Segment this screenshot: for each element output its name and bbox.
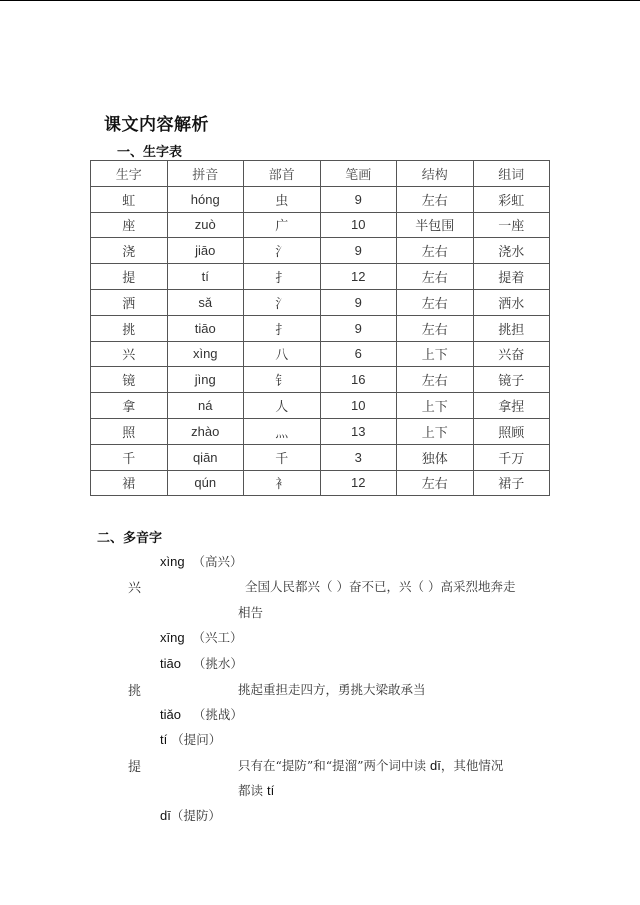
pinyin: xīng [160, 630, 185, 645]
cell-word: 一座 [473, 212, 550, 238]
cell-strokes: 10 [320, 393, 397, 419]
cell-word: 照顾 [473, 418, 550, 444]
cell-character: 挑 [91, 315, 168, 341]
reading-line [160, 628, 243, 646]
example-sentence: 全国人民都兴（ ）奋不已，兴（ ）高采烈地奔走 [245, 579, 516, 594]
example-word: （高兴） [192, 554, 243, 569]
cell-character: 提 [91, 264, 168, 290]
cell-radical: 广 [244, 212, 321, 238]
cell-word: 洒水 [473, 289, 550, 315]
cell-radical: 扌 [244, 264, 321, 290]
column-header: 笔画 [320, 161, 397, 187]
table-row [91, 238, 550, 264]
table-row [91, 444, 550, 470]
cell-strokes: 13 [320, 418, 397, 444]
pinyin: tí [266, 783, 275, 798]
cell-character: 镜 [91, 367, 168, 393]
sentence-text: 只有在“提防”和“提溜”两个词中读 [238, 758, 431, 773]
example-word: （挑水） [192, 656, 243, 671]
cell-word: 提着 [473, 264, 550, 290]
pinyin: tí [160, 732, 168, 747]
table-row [91, 418, 550, 444]
cell-structure: 上下 [397, 341, 474, 367]
table-row [91, 393, 550, 419]
polyphone-character: 提 [128, 760, 142, 775]
cell-structure: 上下 [397, 393, 474, 419]
cell-radical: 千 [244, 444, 321, 470]
reading-line [160, 730, 221, 748]
cell-word: 彩虹 [473, 186, 550, 212]
cell-word: 挑担 [473, 315, 550, 341]
cell-character: 洒 [91, 289, 168, 315]
column-header: 部首 [244, 161, 321, 187]
cell-strokes: 16 [320, 367, 397, 393]
section-heading-polyphones: 二、多音字 [97, 531, 163, 546]
cell-strokes: 9 [320, 289, 397, 315]
document-title: 课文内容解析 [104, 115, 209, 135]
cell-character: 虹 [91, 186, 168, 212]
reading-line [160, 552, 243, 570]
reading-line [160, 654, 243, 672]
pinyin: dī [430, 758, 441, 773]
cell-structure: 左右 [397, 315, 474, 341]
cell-strokes: 9 [320, 238, 397, 264]
column-header: 拼音 [167, 161, 244, 187]
cell-character: 浇 [91, 238, 168, 264]
pinyin: tiǎo [160, 707, 181, 722]
cell-structure: 左右 [397, 367, 474, 393]
cell-structure: 上下 [397, 418, 474, 444]
reading-line [160, 705, 243, 723]
top-border-line [0, 0, 640, 1]
example-word: （挑战） [192, 707, 243, 722]
pinyin: dī [160, 808, 171, 823]
section-heading-new-characters: 一、生字表 [117, 145, 183, 160]
example-sentence: 挑起重担走四方，勇挑大梁敢承当 [238, 682, 426, 697]
cell-strokes: 12 [320, 264, 397, 290]
cell-pinyin: jìng [167, 367, 244, 393]
cell-character: 拿 [91, 393, 168, 419]
table-row [91, 470, 550, 496]
table-row [91, 186, 550, 212]
example-sentence-cont: 相告 [238, 605, 264, 620]
column-header: 生字 [91, 161, 168, 187]
cell-pinyin: tí [167, 264, 244, 290]
cell-character: 千 [91, 444, 168, 470]
cell-word: 兴奋 [473, 341, 550, 367]
cell-pinyin: tiāo [167, 315, 244, 341]
cell-structure: 左右 [397, 186, 474, 212]
cell-pinyin: qiān [167, 444, 244, 470]
example-sentence [238, 756, 503, 774]
cell-pinyin: zhào [167, 418, 244, 444]
cell-structure: 左右 [397, 238, 474, 264]
cell-character: 照 [91, 418, 168, 444]
cell-strokes: 9 [320, 315, 397, 341]
cell-strokes: 3 [320, 444, 397, 470]
sentence-text: 都读 [238, 783, 267, 798]
cell-pinyin: jiāo [167, 238, 244, 264]
cell-radical: 扌 [244, 315, 321, 341]
cell-pinyin: qún [167, 470, 244, 496]
table-row [91, 289, 550, 315]
column-header: 结构 [397, 161, 474, 187]
cell-character: 兴 [91, 341, 168, 367]
table-row [91, 367, 550, 393]
example-word: （提防） [170, 808, 221, 823]
column-header: 组词 [473, 161, 550, 187]
pinyin: xìng [160, 554, 185, 569]
cell-strokes: 10 [320, 212, 397, 238]
cell-strokes: 12 [320, 470, 397, 496]
cell-pinyin: xìng [167, 341, 244, 367]
cell-structure: 半包围 [397, 212, 474, 238]
table-row [91, 315, 550, 341]
cell-radical: 人 [244, 393, 321, 419]
cell-word: 拿捏 [473, 393, 550, 419]
cell-pinyin: hóng [167, 186, 244, 212]
cell-radical: 钅 [244, 367, 321, 393]
cell-pinyin: ná [167, 393, 244, 419]
cell-radical: 氵 [244, 238, 321, 264]
cell-word: 裙子 [473, 470, 550, 496]
example-word: （兴工） [192, 630, 243, 645]
cell-radical: 虫 [244, 186, 321, 212]
cell-character: 座 [91, 212, 168, 238]
cell-pinyin: zuò [167, 212, 244, 238]
sentence-text: ，其他情况 [440, 758, 504, 773]
cell-character: 裙 [91, 470, 168, 496]
new-characters-table [90, 160, 550, 496]
cell-radical: 衤 [244, 470, 321, 496]
cell-strokes: 9 [320, 186, 397, 212]
cell-word: 浇水 [473, 238, 550, 264]
pinyin: tiāo [160, 656, 181, 671]
cell-structure: 左右 [397, 470, 474, 496]
polyphone-character: 兴 [128, 581, 142, 596]
cell-structure: 左右 [397, 289, 474, 315]
cell-radical: 八 [244, 341, 321, 367]
cell-radical: 灬 [244, 418, 321, 444]
table-header-row [91, 161, 550, 187]
cell-structure: 独体 [397, 444, 474, 470]
cell-strokes: 6 [320, 341, 397, 367]
cell-word: 镜子 [473, 367, 550, 393]
example-word: （提问） [171, 732, 222, 747]
reading-line [160, 806, 221, 824]
example-sentence-cont [238, 781, 274, 799]
cell-pinyin: sǎ [167, 289, 244, 315]
table-row [91, 341, 550, 367]
table-row [91, 212, 550, 238]
cell-word: 千万 [473, 444, 550, 470]
cell-radical: 氵 [244, 289, 321, 315]
polyphone-character: 挑 [128, 684, 142, 699]
cell-structure: 左右 [397, 264, 474, 290]
table-row [91, 264, 550, 290]
